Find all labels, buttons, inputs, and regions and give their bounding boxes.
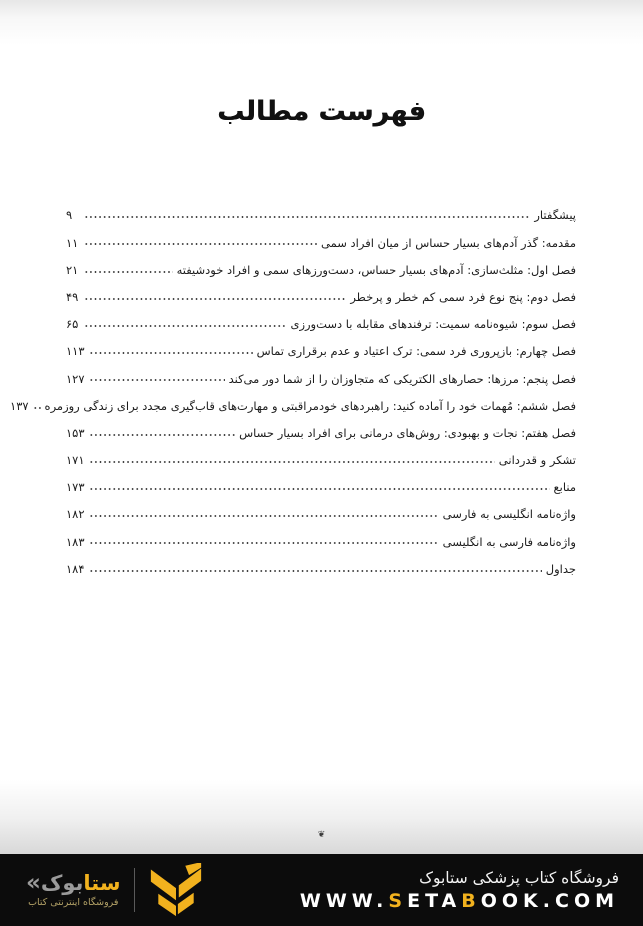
toc-dot-leader bbox=[33, 404, 41, 412]
toc-entry bbox=[66, 196, 576, 223]
toc-page-number: ۱۸۲ bbox=[66, 507, 85, 522]
toc-page-number: ۱۲۷ bbox=[66, 371, 85, 386]
page-title: فهرست مطالب bbox=[217, 96, 426, 127]
logo-caption: فروشگاه اینترنتی کتاب bbox=[28, 897, 119, 908]
toc-dot-leader bbox=[84, 213, 530, 221]
page-foot-ornament-icon: ❦ bbox=[317, 830, 326, 840]
toc-page-number: ۹ bbox=[66, 208, 73, 223]
toc-dot-leader bbox=[84, 268, 173, 276]
store-text-block bbox=[300, 869, 619, 912]
toc-page-number: ۴۹ bbox=[66, 289, 79, 304]
toc-entry bbox=[66, 305, 576, 332]
toc-entry-label: واژه‌نامه انگلیسی به فارسی bbox=[442, 507, 576, 522]
toc-entry-label: فصل هفتم: نجات و بهبودی: روش‌های درمانی برای افراد بسیار حساس bbox=[239, 425, 576, 440]
toc-entry bbox=[10, 386, 576, 413]
toc-entry bbox=[66, 522, 576, 549]
toc-entry-label: منابع bbox=[553, 480, 576, 495]
setabook-logo bbox=[26, 863, 204, 917]
toc-entry-label: پیشگفتار bbox=[534, 208, 576, 223]
toc-dot-leader bbox=[84, 295, 346, 303]
toc-entry bbox=[66, 414, 576, 441]
toc-dot-leader bbox=[89, 431, 236, 439]
toc-entry-label: فصل پنجم: مرزها: حصارهای الکتریکی که متجاوزان را از شما دور می‌کند bbox=[228, 371, 576, 386]
toc-entry bbox=[66, 278, 576, 305]
toc-page-number: ۱۸۴ bbox=[66, 561, 85, 576]
store-url: WWW.SETABOOK.COM bbox=[299, 889, 619, 912]
toc-entry bbox=[66, 549, 576, 576]
toc-entry-label: فصل دوم: پنج نوع فرد سمی کم خطر و پرخطر bbox=[350, 289, 576, 304]
toc-page-number: ۱۳۷ bbox=[10, 398, 29, 413]
toc-entry bbox=[66, 250, 576, 277]
toc-dot-leader bbox=[89, 539, 439, 547]
toc-entry-label: مقدمه: گذر آدم‌های بسیار حساس از میان افراد سمی bbox=[321, 235, 576, 250]
toc-page-number: ۱۸۳ bbox=[66, 534, 85, 549]
toc-entry-label: فصل سوم: شیوه‌نامه سمیت: ترفندهای مقابله با دست‌ورزی bbox=[290, 317, 576, 332]
toc-entry-label: واژه‌نامه فارسی به انگلیسی bbox=[442, 534, 576, 549]
table-of-contents bbox=[10, 196, 576, 577]
toc-page-number: ۱۱ bbox=[66, 235, 79, 250]
toc-page-number: ۱۱۳ bbox=[66, 344, 85, 359]
toc-dot-leader bbox=[89, 349, 253, 357]
toc-entry-label: فصل ششم: مُهمات خود را آماده کنید: راهبردهای خودمراقبتی و مهارت‌های قاب‌گیری مجدد برای زندگی روزمره bbox=[44, 398, 576, 413]
toc-entry bbox=[66, 223, 576, 250]
toc-entry bbox=[66, 495, 576, 522]
toc-page-number: ۱۷۳ bbox=[66, 480, 85, 495]
toc-dot-leader bbox=[89, 567, 542, 575]
toc-entry-label: فصل اول: مثلث‌سازی: آدم‌های بسیار حساس، دست‌ورزهای سمی و افراد خودشیفته bbox=[176, 262, 576, 277]
toc-dot-leader bbox=[84, 322, 286, 330]
toc-page-number: ۱۷۱ bbox=[66, 453, 85, 468]
toc-dot-leader bbox=[89, 458, 495, 466]
logo-double-chevron-icon: « bbox=[26, 870, 39, 896]
toc-entry-label: جداول bbox=[545, 561, 576, 576]
store-banner bbox=[0, 854, 643, 926]
toc-page-number: ۲۱ bbox=[66, 262, 79, 277]
toc-entry bbox=[66, 332, 576, 359]
toc-entry bbox=[66, 359, 576, 386]
toc-page-number: ۱۵۳ bbox=[66, 425, 85, 440]
toc-dot-leader bbox=[89, 512, 439, 520]
toc-entry-label: تشکر و قدردانی bbox=[498, 453, 576, 468]
toc-dot-leader bbox=[89, 485, 550, 493]
logo-wordmark-block bbox=[26, 872, 121, 908]
logo-divider bbox=[134, 868, 135, 912]
toc-entry bbox=[66, 468, 576, 495]
toc-entry bbox=[66, 441, 576, 468]
toc-dot-leader bbox=[89, 376, 225, 384]
setabook-emblem-icon bbox=[148, 863, 204, 917]
toc-entry-label: فصل چهارم: بازپروری فرد سمی: ترک اعتیاد و عدم برقراری تماس bbox=[256, 344, 576, 359]
toc-page-number: ۶۵ bbox=[66, 317, 79, 332]
store-name: فروشگاه کتاب پزشکی ستابوک bbox=[419, 868, 619, 887]
toc-dot-leader bbox=[84, 240, 317, 248]
logo-wordmark: ستابوک bbox=[40, 871, 121, 895]
